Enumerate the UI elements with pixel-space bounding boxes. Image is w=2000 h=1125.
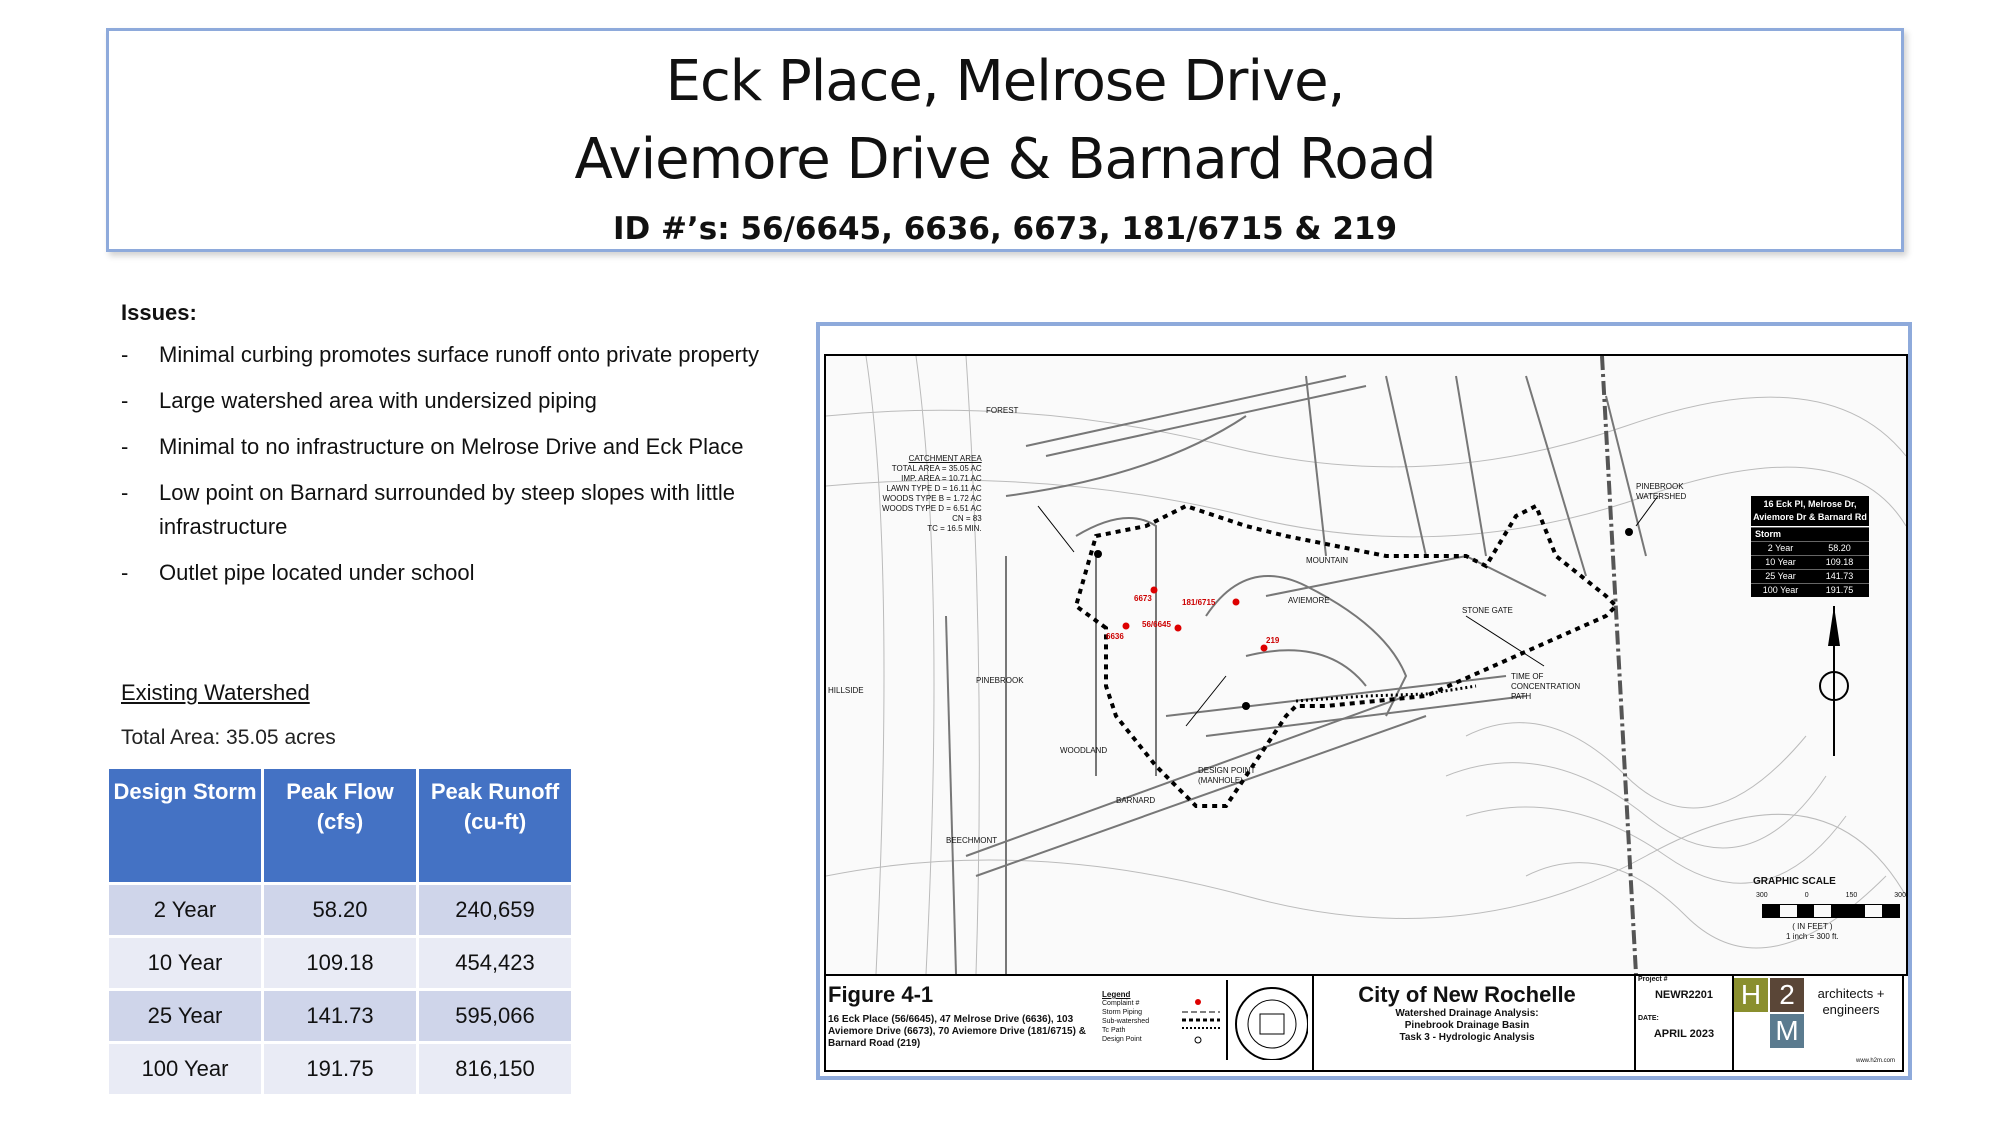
table-cell: 2 Year — [108, 884, 263, 937]
catchment-note: CATCHMENT AREA TOTAL AREA = 35.05 AC IMP. AREA = 10.71 AC LAWN TYPE D = 16.11 AC WOODS TYPE B = 1.72 AC WOODS TYPE D = 6.51 AC CN = 83 TC = 16.5 MIN. — [882, 454, 982, 533]
firm-tagline: architects + engineers — [1817, 986, 1885, 1017]
road-label: BARNARD — [1116, 796, 1156, 805]
existing-watershed-heading: Existing Watershed — [121, 680, 310, 705]
table-row — [108, 990, 573, 1043]
table-cell: 109.18 — [263, 937, 418, 990]
road-label: MOUNTAIN — [1306, 556, 1349, 565]
road-label: PINEBROOK — [976, 676, 1024, 685]
table-cell: 141.73 — [263, 990, 418, 1043]
complaint-label: 6636 — [1106, 632, 1124, 641]
road-label: HILLSIDE — [828, 686, 864, 695]
table-header: Peak Flow (cfs) — [263, 768, 418, 884]
issue-item: - Outlet pipe located under school — [121, 560, 475, 585]
issues-heading: Issues: — [121, 300, 197, 325]
scale-ticks: 300 0 150 300 — [1756, 892, 1906, 899]
table-cell: 240,659 — [418, 884, 573, 937]
total-area: Total Area: 35.05 acres — [121, 726, 336, 749]
table-cell: 58.20 — [263, 884, 418, 937]
table-row — [108, 937, 573, 990]
issues-section — [121, 296, 801, 602]
road-label: STONE GATE — [1462, 606, 1513, 615]
watershed-map — [824, 354, 1908, 976]
city-block — [1312, 976, 1620, 1072]
project-date: APRIL 2023 — [1653, 1028, 1715, 1040]
project-subtitle: Pinebrook Drainage Basin — [1404, 1020, 1530, 1031]
design-point-label: DESIGN POINT (MANHOLE) — [1198, 766, 1256, 785]
title-box — [106, 28, 1904, 252]
scale-bar — [1762, 904, 1900, 918]
project-number: NEWR2201 — [1654, 989, 1714, 1001]
city-name: City of New Rochelle — [1358, 982, 1576, 1007]
road-label: FOREST — [986, 406, 1019, 415]
issue-item: - Minimal curbing promotes surface runoff onto private property — [121, 342, 759, 367]
map-drawing — [826, 356, 1906, 974]
page-title-line-2: Aviemore Drive & Barnard Road — [574, 127, 1436, 192]
issue-item: - Low point on Barnard surrounded by steep slopes with little infrastructure — [121, 480, 736, 539]
table-cell: 25 Year — [108, 990, 263, 1043]
issue-item: - Large watershed area with undersized piping — [121, 388, 597, 413]
table-row — [108, 884, 573, 937]
title-block: Figure 4-1 16 Eck Place (56/6645), 47 Melrose Drive (6636), 103 Aviemore Drive (6673), 70 Aviemore Drive (181/6715) & Barnard Road (219) Legend Complaint # Storm Piping Sub-watershed Tc Path Design Point City of New Rochelle Watershed Drainage Analysis: Pinebrook Drainage Basin Task 3 - Hydrologic Analysis Project # NEWR2201 DATE: APRIL 2023 H 2 M architects + engineers www.h2m.com — [824, 974, 1904, 1072]
table-cell: 816,150 — [418, 1043, 573, 1096]
pinebrook-watershed-label: PINEBROOK WATERSHED — [1636, 482, 1687, 501]
map-figure — [816, 322, 1912, 1080]
road-label: WOODLAND — [1060, 746, 1108, 755]
graphic-scale-title: GRAPHIC SCALE — [1753, 876, 1836, 887]
page-title-line-1: Eck Place, Melrose Drive, — [665, 49, 1345, 114]
complaint-label: 181/6715 — [1182, 598, 1216, 607]
project-info: Project # NEWR2201 DATE: APRIL 2023 — [1634, 976, 1734, 1072]
table-cell: 100 Year — [108, 1043, 263, 1096]
table-header: Design Storm — [108, 768, 263, 884]
project-subtitle: Watershed Drainage Analysis: — [1395, 1008, 1539, 1019]
figure-number: Figure 4-1 — [828, 982, 934, 1007]
firm-url: www.h2m.com — [1856, 1058, 1896, 1064]
complaint-label: 56/6645 — [1142, 620, 1171, 629]
id-subtitle: ID #’s: 56/6645, 6636, 6673, 181/6715 & 219 — [612, 211, 1398, 247]
table-header: Peak Runoff (cu-ft) — [418, 768, 573, 884]
figure-description: 16 Eck Place (56/6645), 47 Melrose Drive (6636), 103 Aviemore Drive (6673), 70 Aviemore Drive (181/6715) & Barnard Road (219) — [828, 1014, 1086, 1049]
table-header-row — [108, 768, 573, 884]
scale-note: ( IN FEET ) 1 inch = 300 ft. — [1786, 922, 1839, 941]
table-cell: 595,066 — [418, 990, 573, 1043]
table-row — [108, 1043, 573, 1096]
issue-item: - Minimal to no infrastructure on Melrose Drive and Eck Place — [121, 434, 744, 459]
legend-symbols — [1176, 998, 1226, 1048]
road-label: BEECHMONT — [946, 836, 998, 845]
project-subtitle: Task 3 - Hydrologic Analysis — [1399, 1032, 1535, 1043]
city-seal — [1226, 980, 1308, 1060]
complaint-label: 219 — [1266, 636, 1280, 645]
table-cell: 191.75 — [263, 1043, 418, 1096]
complaint-label: 6673 — [1134, 594, 1152, 603]
storm-table — [106, 766, 574, 1097]
table-cell: 454,423 — [418, 937, 573, 990]
road-label: AVIEMORE — [1288, 596, 1330, 605]
legend: Legend Complaint # Storm Piping Sub-watershed Tc Path Design Point — [1102, 990, 1150, 1043]
toc-label: TIME OF CONCENTRATION PATH — [1511, 672, 1581, 701]
table-cell: 10 Year — [108, 937, 263, 990]
map-storm-table: 16 Eck Pl, Melrose Dr, Aviemore Dr & Barnard Rd Storm 2 Year 58.20 10 Year 109.18 25 Year 141.73 100 Year 191.75 — [1751, 496, 1869, 597]
